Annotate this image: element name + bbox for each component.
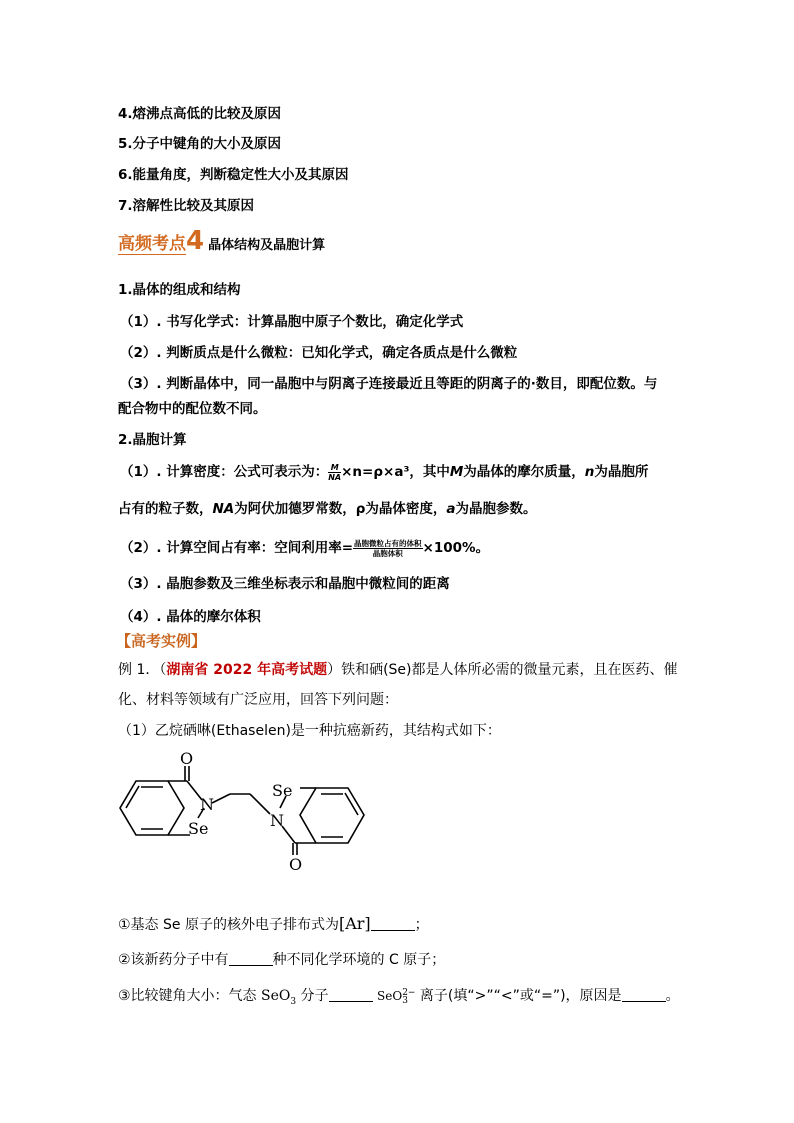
example-line1: 例 1．（湖南省 2022 年高考试题）铁和硒(Se)都是人体所必需的微量元素，且在医药、催 xyxy=(118,662,678,678)
section1-item3-cont: 配合物中的配位数不同。 xyxy=(118,401,267,417)
list-item-4: 4.熔沸点高低的比较及原因 xyxy=(118,106,282,122)
mol-se-left: Se xyxy=(188,819,209,838)
space-fraction: $\frac{\text{晶胞微粒占有的体积}}{\text{晶胞体积}}$ xyxy=(354,538,422,558)
mol-o-left: O xyxy=(180,749,194,768)
mol-se-right: Se xyxy=(272,781,293,800)
mol-n-right: N xyxy=(270,811,284,830)
list-item-6: 6.能量角度，判断稳定性大小及其原因 xyxy=(118,167,349,183)
question-2: ②该新药分子中有 种不同化学环境的 C 原子； xyxy=(118,952,446,968)
section1-item3: （3）. 判断晶体中，同一晶胞中与阴离子连接最近且等距的阴离子的·数目，即配位数。与 xyxy=(120,376,658,392)
mol-o-right: O xyxy=(289,855,303,874)
ethaselen-structure xyxy=(112,748,382,874)
section1-item1: （1）. 书写化学式：计算晶胞中原子个数比，确定化学式 xyxy=(120,314,464,330)
example-line2: 化、材料等领域有广泛应用，回答下列问题： xyxy=(118,692,398,708)
answer-blank-1[interactable] xyxy=(371,916,415,931)
section2-item4: （4）. 晶体的摩尔体积 xyxy=(120,609,261,625)
heading-title: 晶体结构及晶胞计算 xyxy=(208,238,326,253)
question-3: ③比较键角大小：气态 SeO$_3$ 分子 SeO 2− 3 离子(填“>”“<”或“=”)，原因是 。 xyxy=(118,987,680,1007)
answer-blank-4[interactable] xyxy=(622,987,666,1002)
answer-blank-3[interactable] xyxy=(329,987,373,1002)
mol-n-left: N xyxy=(200,795,214,814)
section1-title: 1.晶体的组成和结构 xyxy=(118,282,241,298)
example-section-title: 【高考实例】 xyxy=(116,632,207,650)
example-line3: （1）乙烷硒啉(Ethaselen)是一种抗癌新药，其结构式如下： xyxy=(118,723,501,739)
list-item-5: 5.分子中键角的大小及原因 xyxy=(118,136,282,152)
section2-title: 2.晶胞计算 xyxy=(118,432,187,448)
list-item-7: 7.溶解性比较及其原因 xyxy=(118,198,255,214)
section1-item2: （2）. 判断质点是什么微粒：已知化学式，确定各质点是什么微粒 xyxy=(120,345,518,361)
section2-item2: （2）. 计算空间占有率：空间利用率= $\frac{\text{晶胞微粒占有的体积}}{\text{晶胞体积}}$ ×100%。 xyxy=(120,538,490,558)
answer-blank-2[interactable] xyxy=(229,951,273,966)
heading-number: 4 xyxy=(186,226,205,256)
section2-item1-cont: 占有的粒子数，NA为阿伏加德罗常数，ρ为晶体密度，a为晶胞参数。 xyxy=(118,501,537,517)
section-heading xyxy=(118,226,325,258)
example-source: 湖南省 2022 年高考试题 xyxy=(166,662,328,678)
section2-item1: （1）. 计算密度：公式可表示为： $\frac{M}{NA}$ ×n=ρ×a³，其中M为晶体的摩尔质量，n为晶胞所 xyxy=(120,462,649,482)
section2-item3: （3）. 晶胞参数及三维坐标表示和晶胞中微粒间的距离 xyxy=(120,576,450,592)
question-1: ①基态 Se 原子的核外电子排布式为[Ar] ； xyxy=(118,914,429,933)
density-fraction: $\frac{M}{NA}$ xyxy=(328,462,342,482)
heading-label: 高频考点 xyxy=(118,234,186,254)
